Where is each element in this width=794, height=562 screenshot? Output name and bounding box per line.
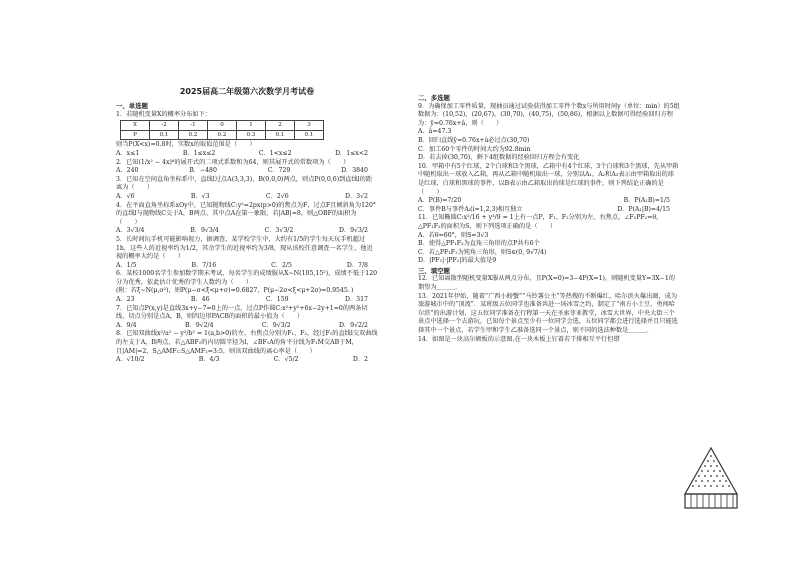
q3-stem: 3．已知在空间直角坐标系中，直线l过点A(3,3,3)，B(0,0,0)两点，则点P(0,0,6)到直线l的距离为（ ） xyxy=(116,175,373,192)
option-c: C．若△PF₁F₂为钝角三角形，则S∈(0, 9√7/4) xyxy=(418,248,547,256)
option-a: A．x≤1 xyxy=(116,149,140,157)
option-a: A．若θ=60°，则S=3√3 xyxy=(418,231,489,239)
option-b: B．9√3/4 xyxy=(190,227,219,235)
q1-tail: 则当P(X<x)=0.8时，实数x的取值范围是（ ） xyxy=(116,141,256,149)
q8-stem: 8．已知双曲线x²/a² − y²/b² = 1(a,b>0)的左、右焦点分别为F₁、F₂，经过F₁的直线l交双曲线的左支于A，B两点，若△ABF₂的内切圆半径为l，∠BF₁A的角平分线为F₁M交AB于M，且|AM|=2，S△AMF₁:S△AMF₂=3:5，则该双曲线的离心率是（ ） xyxy=(116,330,378,355)
q4-options xyxy=(116,227,378,236)
option-a: A．3√3/4 xyxy=(116,227,145,235)
option-d: D．3√2 xyxy=(345,192,368,200)
section-single-choice: 一、单选题 xyxy=(116,102,148,110)
option-b: B．7/16 xyxy=(191,261,217,269)
option-a: A．9/4 xyxy=(116,321,137,329)
option-b: B．−480 xyxy=(189,167,217,175)
section-fill-blank: 三、填空题 xyxy=(418,266,450,275)
q10-stem: 10．甲箱中有5个红球，2个白球和3个黑球，乙箱中有4个红球，3个白球和3个黑球，先从甲箱中随机取出一球放入乙箱，再从乙箱中随机取出一球，分别以A₁，A₂和A₃表示由甲箱取出的球是红球，白球和黑球的事件，以B表示由乙箱取出的球是红球的事件，则下列结论正确的是（ ） xyxy=(418,162,679,196)
option-a: A．23 xyxy=(116,296,135,304)
q6-note: (附：若ξ~N(μ,σ²)，则P(μ−σ<ξ<μ+σ)=0.6827，P(μ−2σ<ξ<μ+2σ)=0.9545．) xyxy=(116,287,354,295)
q2-stem: 2．已知(1/x² − 4x)⁶的展开式的二项式系数和为64，则其展开式的常数项为（ ） xyxy=(116,158,350,166)
option-b: B．回归直线ŷ=0.76x+â必过点(30,70) xyxy=(418,136,530,144)
exam-title: 2025届高二年级第六次数学月考试卷 xyxy=(179,87,315,96)
option-c: C．159 xyxy=(265,296,289,304)
option-a: A．â=47.3 xyxy=(418,128,452,136)
q12-stem: 12．已知离散型随机变量X服从两点分布，且P(X=0)=3−4P(X=1)，则随机变量Y=3X−1的期望为＿＿＿． xyxy=(418,275,675,292)
option-d: D．1≤x<2 xyxy=(335,149,368,157)
option-b: B．使得△PF₁F₂为直角三角形的点P共有6个 xyxy=(418,240,540,248)
option-c: C．3√3/2 xyxy=(264,227,294,235)
q7-stem: 7．已知点P(x,y)是直线3x+y−7=0上的一点，过点P作圆C:x²+y²+6x−2y+1=0的两条切线，切点分别是点A，B，则四边形PACB的面积的最小值为（ ） xyxy=(116,304,368,321)
option-c: C．729 xyxy=(267,167,291,175)
q11-stem: 11．已知椭圆C:x²/16 + y²/9 = 1上有一点P，F₁、F₂分别为左、右焦点，∠F₁PF₂=θ，△PF₁F₂的面积为S，则下列选项正确的是（ ） xyxy=(418,214,663,230)
q4-stem: 4．在平面直角坐标系xOy中，已知抛物线C:y²=2px(p>0)的焦点为F，过点F且倾斜角为120°的直线l与抛物线C交于A，B两点，其中点A在第一象限，若|AB|=8，则△OBF的面积为（ ） xyxy=(116,201,377,226)
option-b: B．1≤x≤2 xyxy=(182,149,216,157)
q10-options-ab xyxy=(418,197,680,206)
option-c: C．9√3/2 xyxy=(261,321,291,329)
q14-stem: 14．如图是一块高尔顿板的示意图.在一块木板上钉着若干排相互平行但错 xyxy=(418,335,620,343)
option-d: D．若去掉(30,70)，剩下4组数据的经验回归方程会有变化 xyxy=(418,154,580,162)
option-c: C．事件B与事件Aᵢ(i=1,2,3)相互独立 xyxy=(418,205,523,213)
option-c: C．加工60个零件的时间大约为92.8min xyxy=(418,145,531,153)
q6-options xyxy=(116,296,378,305)
option-a: A．P(B)=7/20 xyxy=(418,197,462,205)
left-column xyxy=(116,101,378,365)
galton-board-figure xyxy=(681,446,741,512)
q1-options xyxy=(116,150,378,159)
section-multi-choice: 二、多选题 xyxy=(418,94,450,102)
option-c: C．2/5 xyxy=(271,261,292,269)
option-a: A．√6 xyxy=(116,192,135,200)
option-b: B．46 xyxy=(190,296,210,304)
option-d: D．P(A₁|B)=4/15 xyxy=(617,205,670,213)
q5-stem: 5．长时间玩手机可能影响视力，据调查，某学校学生中，大约有1/5的学生每天玩手机超过1h，这些人的近视率约为1/2，其余学生的近视率约为3/8，现从该校任意调查一名学生，他近视的概率大约是（ ） xyxy=(116,235,373,261)
option-b: B．9√2/4 xyxy=(184,321,214,329)
right-column xyxy=(418,93,680,344)
option-d: D．|PF₁|·|PF₂|的最大值是9 xyxy=(418,257,497,265)
option-d: D．9√2/2 xyxy=(339,321,368,329)
option-c: C．1<x≤2 xyxy=(258,149,292,157)
q9-stem: 9．为确保加工零件质量，现抽员通过试验获得加工零件个数x与所用时间y（单位：min）的5组数据为：(10,52)，(20,67)，(30,70)，(40,75)，(50,86)，根据以上数据可得经验回归方程为：ŷ=0.76x+â，则（ ） xyxy=(418,102,680,127)
option-d: D．317 xyxy=(345,296,368,304)
option-c: C．√5/2 xyxy=(273,356,299,364)
q2-options xyxy=(116,167,378,176)
option-d: D．3840 xyxy=(341,167,368,175)
option-a: A．240 xyxy=(116,167,139,175)
q5-options xyxy=(116,262,378,271)
table-row: P 0.1 0.2 0.2 0.3 0.1 0.1 xyxy=(121,130,324,140)
q1-stem: 1．若随机变量X的概率分布如下： xyxy=(116,110,211,118)
option-b: B．√3 xyxy=(190,192,210,200)
q13-stem: 13．2021年伊始，随着“广西小螃蟹”“马铃薯公主”等热搜的不断爆红，哈尔滨火爆出圈，成为旅游城市中的“顶流”．某班级五位同学也准备共赴一场冰雪之约，制定了“南方小土豆，勇闯哈尔滨”的出游计划，这五位同学准备在行程第一天在圣索菲亚教堂，冰雪大世界，中央大街三个景点中选择一个去游玩，已知每个景点至少有一位同学会选，五位同学都会进行选择并且只能选择其中一个景点，若学生甲和学生乙准备选同一个景点，则不同的选法种数是＿＿＿． xyxy=(418,292,678,335)
option-a: A．√10/2 xyxy=(116,356,145,364)
option-c: C．2√6 xyxy=(265,192,289,200)
q3-options xyxy=(116,193,378,202)
option-d: D．7/8 xyxy=(346,261,368,269)
q6-stem: 6．某校1000名学生参加数学期末考试，每名学生的成绩服从X~N(105,15²)，成绩不低于120分为优秀，依此估计优秀的学生人数约为（ ） xyxy=(116,270,378,286)
option-a: A．1/5 xyxy=(116,261,137,269)
option-b: B．P(A₁B)=1/5 xyxy=(623,197,670,205)
table-row: X -2 -1 0 1 2 3 xyxy=(121,121,324,131)
option-d: D．2 xyxy=(352,356,368,364)
option-b: B．4/3 xyxy=(198,356,220,364)
q1-distribution-table xyxy=(120,120,324,140)
option-d: D．9√3/2 xyxy=(339,227,368,235)
q8-options xyxy=(116,356,378,365)
